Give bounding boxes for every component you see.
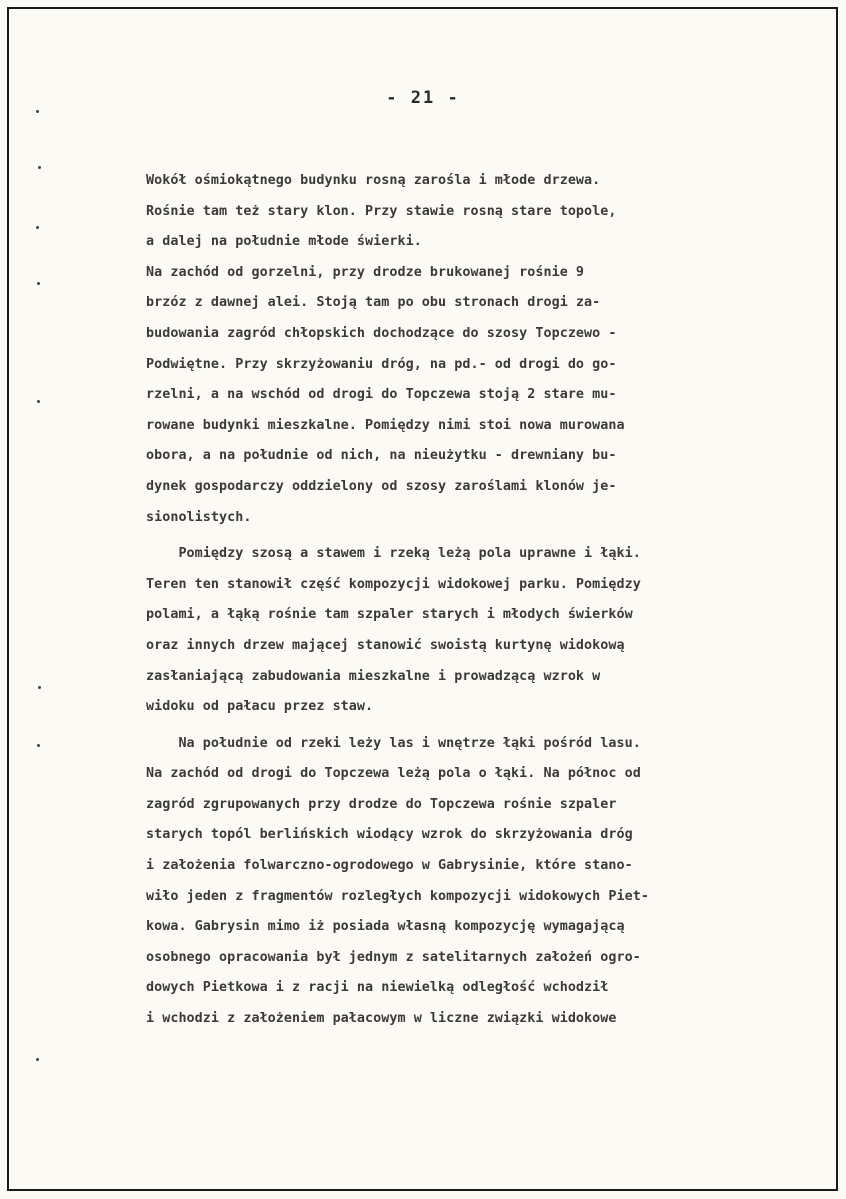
text-line: Rośnie tam też stary klon. Przy stawie rosną stare topole,	[146, 203, 617, 219]
margin-mark	[37, 282, 40, 285]
text-line: Wokół ośmiokątnego budynku rosną zarośla i młode drzewa.	[146, 173, 601, 188]
text-line: rzelni, a na wschód od drogi do Topczewa stoją 2 stare mu-	[146, 387, 617, 403]
text-line: Pomiędzy szosą a stawem i rzeką leżą pola uprawne i łąki.	[146, 546, 641, 562]
text-line: Na zachód od gorzelni, przy drodze brukowanej rośnie 9	[146, 264, 585, 280]
text-line: sionolistych.	[146, 509, 252, 525]
body-text	[146, 166, 786, 1035]
text-line: a dalej na południe młode świerki.	[146, 234, 422, 250]
text-line: zagród zgrupowanych przy drodze do Topczewa rośnie szpaler	[146, 796, 617, 812]
text-line: i założenia folwarczno-ogrodowego w Gabrysinie, które stano-	[146, 858, 633, 874]
text-line: kowa. Gabrysin mimo iż posiada własną kompozycję wymagającą	[146, 919, 625, 935]
text-line: polami, a łąką rośnie tam szpaler starych i młodych świerków	[146, 607, 633, 623]
text-line: oraz innych drzew mającej stanowić swoistą kurtynę widokową	[146, 637, 625, 653]
margin-mark	[36, 1058, 39, 1061]
margin-mark	[38, 686, 41, 689]
margin-mark	[38, 166, 41, 169]
text-line: Na zachód od drogi do Topczewa leżą pola o łąki. Na północ od	[146, 766, 641, 782]
text-line: starych topól berlińskich wiodący wzrok do skrzyżowania dróg	[146, 827, 633, 843]
text-line: Na południe od rzeki leży las i wnętrze łąki pośród lasu.	[146, 735, 641, 751]
text-line: brzóz z dawnej alei. Stoją tam po obu stronach drogi za-	[146, 295, 601, 311]
text-line: osobnego opracowania był jednym z satelitarnych założeń ogro-	[146, 949, 641, 965]
text-line: dowych Pietkowa i z racji na niewielką odległość wchodził	[146, 980, 609, 996]
margin-mark	[37, 400, 40, 403]
paragraph	[146, 166, 786, 539]
text-line: Podwiętne. Przy skrzyżowaniu dróg, na pd.- od drogi do go-	[146, 356, 617, 372]
text-line: rowane budynki mieszkalne. Pomiędzy nimi stoi nowa murowana	[146, 417, 625, 433]
text-line: i wchodzi z założeniem pałacowym w liczne związki widokowe	[146, 1011, 617, 1027]
text-line: dynek gospodarczy oddzielony od szosy zaroślami klonów je-	[146, 478, 617, 494]
paragraph	[146, 729, 786, 1035]
margin-mark	[37, 744, 40, 747]
page-number: - 21 -	[386, 88, 460, 108]
text-line: obora, a na południe od nich, na nieużytku - drewniany bu-	[146, 448, 617, 464]
text-line: widoku od pałacu przez staw.	[146, 699, 374, 715]
margin-mark	[36, 110, 39, 113]
text-line: Teren ten stanowił część kompozycji widokowej parku. Pomiędzy	[146, 576, 641, 592]
paragraph	[146, 539, 786, 729]
margin-mark	[36, 226, 39, 229]
text-line: budowania zagród chłopskich dochodzące do szosy Topczewo -	[146, 325, 617, 341]
text-line: zasłaniającą zabudowania mieszkalne i prowadzącą wzrok w	[146, 668, 601, 684]
text-line: wiło jeden z fragmentów rozległych kompozycji widokowych Piet-	[146, 888, 649, 904]
